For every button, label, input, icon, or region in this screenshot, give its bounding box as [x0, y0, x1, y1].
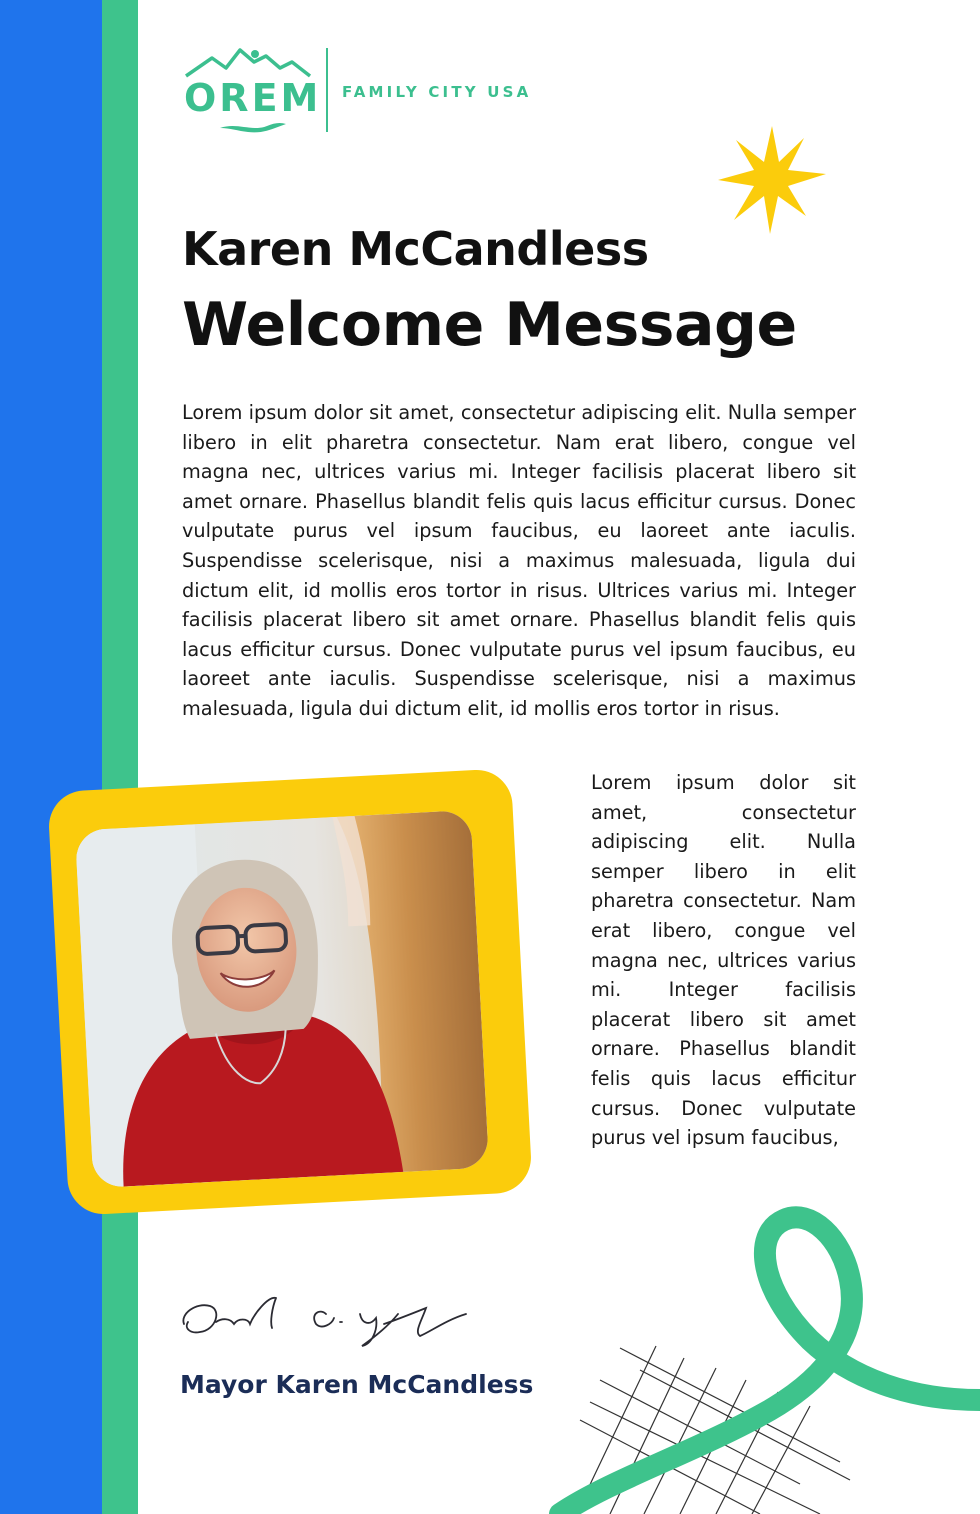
page-subtitle-name: Karen McCandless — [182, 222, 649, 276]
logo-divider — [326, 48, 328, 132]
logo-wordmark: OREM — [184, 76, 322, 120]
handwritten-signature — [176, 1284, 476, 1354]
body-paragraph-2: Lorem ipsum dolor sit amet, consectetur adipiscing elit. Nulla semper libero in elit pharetra consectetur. Nam erat libero, congue vel magna nec, ultrices varius mi. Integer facilisis placerat libero sit amet ornare. Phasellus blandit felis quis lacus efficitur cursus. Donec vulputate purus vel ipsum faucibus, — [591, 771, 856, 1150]
page-title: Welcome Message — [182, 290, 797, 360]
green-side-stripe — [102, 0, 138, 1514]
blue-side-stripe — [0, 0, 102, 1514]
decorative-loop-and-grid — [520, 1180, 980, 1514]
orem-logo — [182, 42, 542, 138]
signature-name: Mayor Karen McCandless — [180, 1370, 534, 1399]
body-paragraph-1: Lorem ipsum dolor sit amet, consectetur adipiscing elit. Nulla semper libero in elit pharetra consectetur. Nam erat libero, congue vel magna nec, ultrices varius mi. Integer facilisis placerat libero sit amet ornare. Phasellus blandit felis quis lacus efficitur cursus. Donec vulputate purus vel ipsum faucibus, eu laoreet ante iaculis. Suspendisse scelerisque, nisi a maximus malesuada, ligula dui dictum elit, id mollis eros tortor in risus. Ultrices varius mi. Integer facilisis placerat libero sit amet ornare. Phasellus blandit felis quis lacus efficitur cursus. Donec vulputate purus vel ipsum faucibus, eu laoreet ante iaculis. Suspendisse scelerisque, nisi a maximus malesuada, ligula dui dictum elit, id mollis eros tortor in risus. — [182, 401, 856, 720]
mayor-portrait-photo — [75, 810, 489, 1188]
star-icon — [716, 124, 828, 236]
logo-tagline: FAMILY CITY USA — [342, 83, 532, 101]
